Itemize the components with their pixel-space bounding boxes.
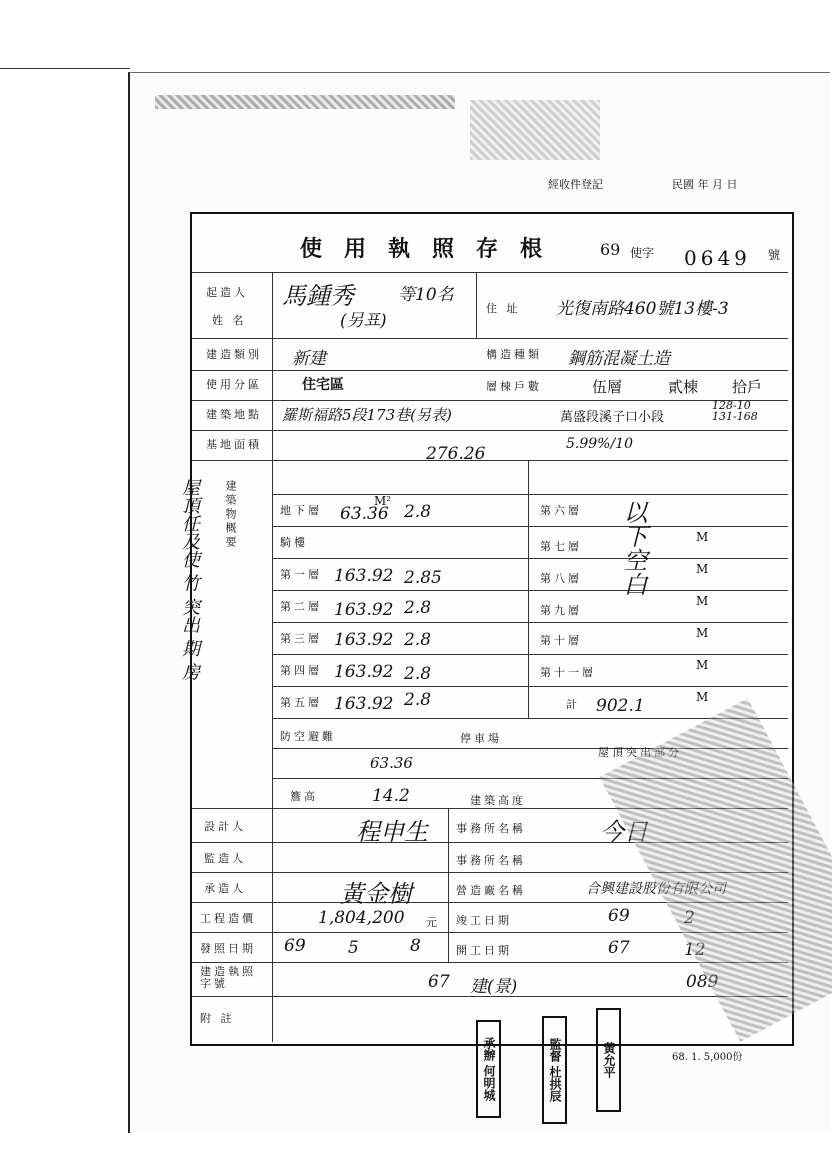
issue-date-label: 發照日期 xyxy=(200,942,256,955)
basement-height: 2.8 xyxy=(404,502,432,522)
floor3-height: 2.8 xyxy=(404,630,432,650)
cost-label: 工程造價 xyxy=(200,912,256,925)
applicant-name: 馬鍾秀 xyxy=(282,282,354,310)
floor1-area: 163.92 xyxy=(334,566,394,586)
permit-number-label: 建造執照字號 xyxy=(200,965,256,990)
location-road: 羅斯福路5段173巷(另表) xyxy=(282,406,452,424)
unit-m2: M² xyxy=(374,494,392,508)
received-date-stamp: 民國 年 月 日 xyxy=(672,178,738,191)
faded-header-stamp xyxy=(155,95,455,109)
contractor-firm: 合興建設股份有限公司 xyxy=(586,881,726,897)
construction-firm-label: 營造廠名稱 xyxy=(456,884,526,897)
permit-number-tail: 號 xyxy=(768,248,781,262)
floor4-height: 2.8 xyxy=(404,664,432,684)
received-stamp: 經收件登記 xyxy=(548,178,603,191)
official-seal-3: 承辦 何明城 xyxy=(476,1020,501,1118)
official-seal-1: 黃允平 xyxy=(596,1008,621,1112)
building-height-label: 建築高度 xyxy=(470,794,526,807)
floor-label-5: 第五層 xyxy=(280,696,322,709)
total-label: 計 xyxy=(566,698,580,711)
supervisor-firm-label: 事務所名稱 xyxy=(456,854,526,867)
basement-area: 63.36 xyxy=(340,504,389,524)
printing-note: 68. 1. 5,000份 xyxy=(672,1052,743,1063)
floor-label-11: 第十一層 xyxy=(540,666,596,679)
completion-year: 69 xyxy=(608,906,630,926)
zoning-value: 住宅區 xyxy=(302,377,344,393)
name-label: 姓 名 xyxy=(212,314,247,327)
units-value: 拾戶 xyxy=(732,378,763,396)
structure-type-value: 鋼筋混凝土造 xyxy=(568,349,670,369)
cost-value: 1,804,200 xyxy=(318,908,405,928)
completion-date-label: 竣工日期 xyxy=(456,914,512,927)
floor-label-8: 第八層 xyxy=(540,572,582,585)
applicant-address: 光復南路460號13樓-3 xyxy=(556,299,729,319)
start-date-label: 開工日期 xyxy=(456,944,512,957)
applicant-count: 等10名 xyxy=(398,285,454,305)
total-area: 902.1 xyxy=(596,696,645,716)
designer-label: 設計人 xyxy=(204,820,246,833)
floor1-height: 2.85 xyxy=(404,568,442,588)
floor4-area: 163.92 xyxy=(334,662,394,682)
floor-label-9: 第九層 xyxy=(540,604,582,617)
floor-label-10: 第十層 xyxy=(540,634,582,647)
coverage-value: 5.99%/10 xyxy=(566,436,634,452)
issue-year: 69 xyxy=(284,936,306,956)
permit-year: 67 xyxy=(428,972,450,992)
permit-no: 089 xyxy=(686,972,719,992)
start-month: 12 xyxy=(684,940,706,960)
height-label: 簷高 xyxy=(290,790,318,803)
location-section: 萬盛段溪子口小段 xyxy=(560,410,665,425)
contractor-name: 黃金樹 xyxy=(340,880,412,908)
land-area-value: 276.26 xyxy=(426,444,486,464)
issue-day: 8 xyxy=(410,936,421,956)
floor-label-6: 第六層 xyxy=(540,504,582,517)
building-summary-label: 建築物概要 xyxy=(224,480,237,550)
designer-firm: 今日 xyxy=(600,818,648,846)
permit-type: 建(景) xyxy=(470,977,518,997)
faded-receipt-stamp xyxy=(470,100,600,160)
floor-label-7: 第七層 xyxy=(540,540,582,553)
buildings-value: 貳棟 xyxy=(668,378,699,396)
floors-units-label: 層棟戶數 xyxy=(486,380,542,393)
floor-label-1: 第一層 xyxy=(280,568,322,581)
start-year: 67 xyxy=(608,938,630,958)
issue-month: 5 xyxy=(348,938,359,958)
floor-label-3: 第三層 xyxy=(280,632,322,645)
completion-month: 2 xyxy=(684,908,695,928)
location-label: 建築地點 xyxy=(206,408,262,421)
floor-label-basement: 地下層 xyxy=(280,504,322,517)
floor5-area: 163.92 xyxy=(334,694,394,714)
eave-height: 14.2 xyxy=(372,786,410,806)
designer-firm-label: 事務所名稱 xyxy=(456,822,526,835)
parking-label: 停車場 xyxy=(460,732,502,745)
floors-value: 伍層 xyxy=(592,378,623,396)
permit-number: 0649 xyxy=(684,246,751,270)
applicant-label: 起造人 xyxy=(206,286,248,299)
building-type-value: 新建 xyxy=(292,349,326,369)
supervisor-label: 監造人 xyxy=(204,852,246,865)
floor-label-4: 第四層 xyxy=(280,664,322,677)
side-note: 屋頂任及使 竹 突出 期 房 xyxy=(179,478,200,681)
remarks-label: 附 註 xyxy=(200,1012,235,1025)
scan-rule xyxy=(0,68,130,69)
permit-word: 使字 xyxy=(630,246,655,260)
floor2-area: 163.92 xyxy=(334,600,394,620)
zoning-label: 使用分區 xyxy=(206,378,262,391)
blank-note: 以下空白 xyxy=(619,500,647,596)
structure-type-label: 構造種類 xyxy=(486,348,542,361)
open-space-label: 防空避難 xyxy=(280,730,336,743)
floor-label-arcade: 騎樓 xyxy=(280,536,308,549)
official-seal-2: 監督 杜拱辰 xyxy=(542,1016,567,1124)
address-label: 住 址 xyxy=(486,302,521,315)
lot-numbers: 128-10 131-168 xyxy=(712,399,758,423)
floor2-height: 2.8 xyxy=(404,598,432,618)
floor3-area: 163.92 xyxy=(334,630,394,650)
roof-area-label: 屋頂突出部分 xyxy=(598,746,682,759)
land-area-label: 基地面積 xyxy=(206,438,262,451)
applicant-note: (另표) xyxy=(340,311,387,331)
shelter-area: 63.36 xyxy=(370,754,413,772)
floor5-height: 2.8 xyxy=(404,690,432,710)
form-title: 使用執照存根 xyxy=(300,236,565,262)
permit-year-prefix: 69 xyxy=(600,240,621,259)
floor-label-2: 第二層 xyxy=(280,600,322,613)
designer-name: 程申生 xyxy=(356,818,428,846)
building-type-label: 建造類別 xyxy=(206,348,262,361)
contractor-label: 承造人 xyxy=(204,882,246,895)
cost-unit: 元 xyxy=(426,916,440,929)
